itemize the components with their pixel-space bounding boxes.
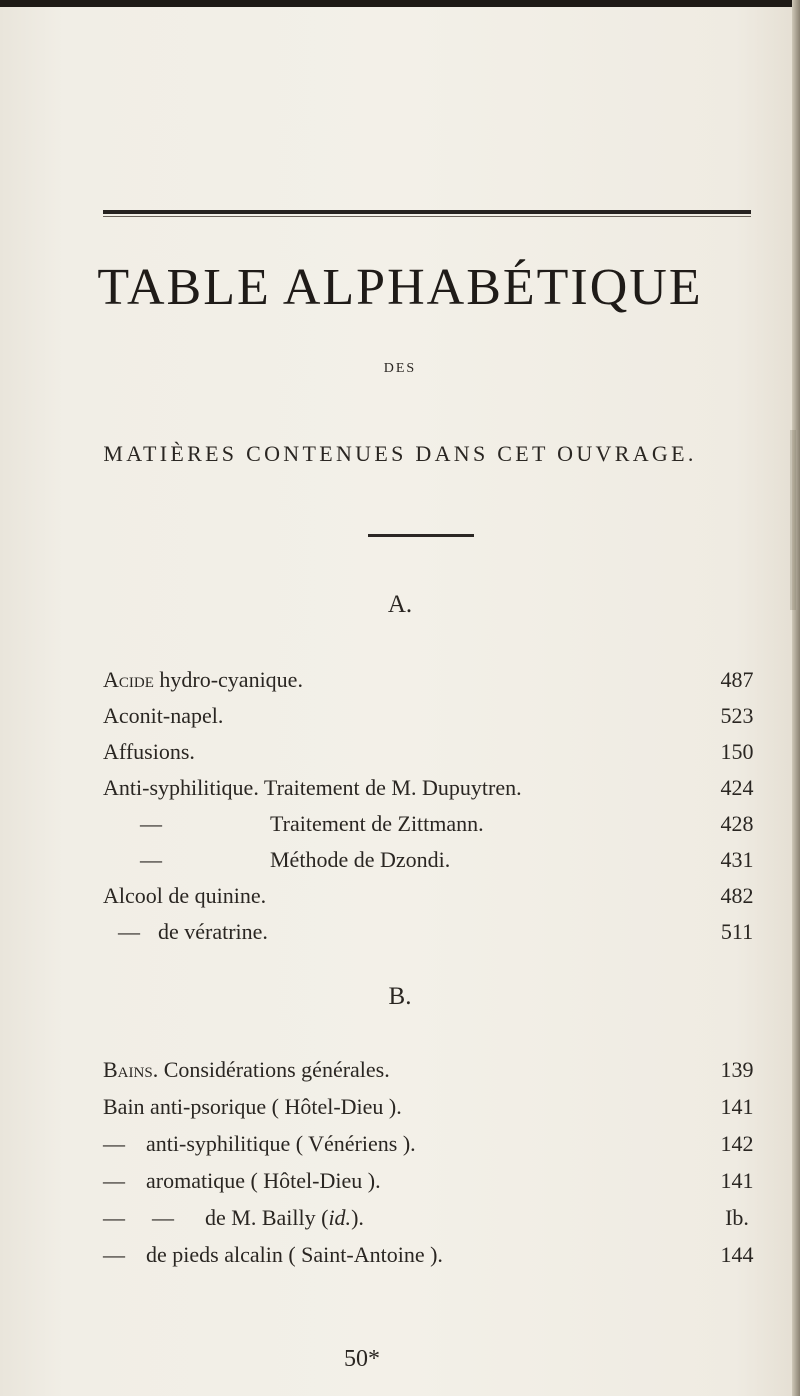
entry-dash: — <box>140 847 162 872</box>
entry-dash: — <box>103 1131 125 1156</box>
index-entry <box>0 734 800 770</box>
page-top-edge <box>0 0 800 7</box>
entry-dash: — <box>103 1168 125 1193</box>
entry-text: Aconit-napel. <box>103 703 224 728</box>
index-entry <box>0 842 800 878</box>
entry-page-number: 431 <box>720 847 754 872</box>
entry-text: de pieds alcalin ( Saint-Antoine ). <box>146 1242 443 1267</box>
entry-dash: — <box>103 1242 125 1267</box>
entry-text: de vératrine. <box>158 919 268 944</box>
entry-text: Acide hydro-cyanique. <box>103 667 303 692</box>
index-entry <box>0 1163 800 1199</box>
section-divider-rule <box>368 534 474 537</box>
entry-page-number: 141 <box>720 1168 754 1193</box>
index-entry <box>0 1200 800 1236</box>
index-entry <box>0 1237 800 1273</box>
page-title: TABLE ALPHABÉTIQUE <box>97 259 703 316</box>
index-entry <box>0 698 800 734</box>
entry-text: Alcool de quinine. <box>103 883 267 908</box>
subtitle-des: DES <box>383 361 417 376</box>
index-entry <box>0 1052 800 1088</box>
index-entry <box>0 662 800 698</box>
entry-page-number: 482 <box>720 883 754 908</box>
entry-page-number: 150 <box>720 739 754 764</box>
entry-page-number: 523 <box>720 703 754 728</box>
entry-text: anti-syphilitique ( Vénériens ). <box>146 1131 416 1156</box>
entry-page-number: Ib. <box>725 1205 749 1230</box>
header-rule-thin <box>103 216 751 217</box>
entry-page-number: 141 <box>720 1094 754 1119</box>
entry-dash: — <box>103 1205 125 1230</box>
index-entry <box>0 878 800 914</box>
signature-mark: 50* <box>344 1346 380 1372</box>
entry-text: Affusions. <box>103 739 195 764</box>
entry-page-number: 144 <box>720 1242 754 1267</box>
index-entry <box>0 1126 800 1162</box>
entry-dash-second: — <box>152 1205 174 1230</box>
entry-page-number: 487 <box>720 667 754 692</box>
entry-text: Méthode de Dzondi. <box>270 847 451 872</box>
index-entry <box>0 806 800 842</box>
entry-text: Anti-syphilitique. Traitement de M. Dupuytren. <box>103 775 522 800</box>
entry-page-number: 511 <box>720 919 754 944</box>
index-entry <box>0 914 800 950</box>
entry-page-number: 139 <box>720 1057 754 1082</box>
header-rule <box>103 210 751 214</box>
section-letter-a: A. <box>387 591 413 618</box>
section-letter-b: B. <box>388 983 412 1010</box>
entry-page-number: 424 <box>720 775 754 800</box>
entry-text: Bain anti-psorique ( Hôtel-Dieu ). <box>103 1094 402 1119</box>
entry-text: de M. Bailly (id.). <box>205 1205 364 1230</box>
index-entry <box>0 1089 800 1125</box>
index-entry <box>0 770 800 806</box>
entry-text: aromatique ( Hôtel-Dieu ). <box>146 1168 381 1193</box>
entry-page-number: 428 <box>720 811 754 836</box>
entry-dash: — <box>140 811 162 836</box>
entry-text: Bains. Considérations générales. <box>103 1057 390 1082</box>
page-subtitle: MATIÈRES CONTENUES DANS CET OUVRAGE. <box>103 441 697 466</box>
entry-page-number: 142 <box>720 1131 754 1156</box>
entry-dash: — <box>118 919 140 944</box>
entry-text: Traitement de Zittmann. <box>270 811 484 836</box>
